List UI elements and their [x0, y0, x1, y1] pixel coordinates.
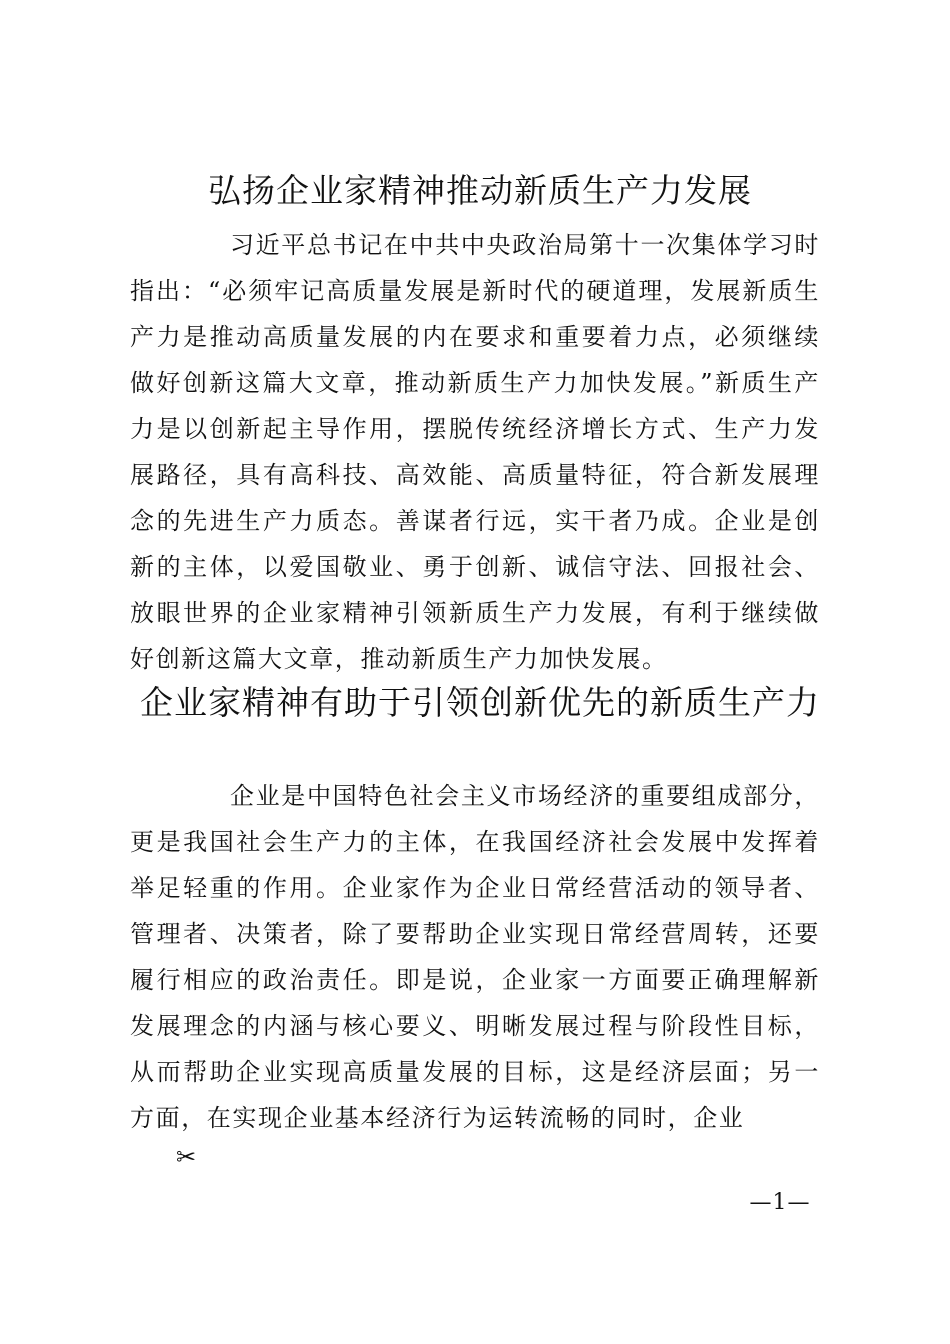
scissors-icon: ✂: [176, 1143, 197, 1171]
page-number: —1—: [749, 1190, 811, 1215]
body-paragraph-1: 习近平总书记在中共中央政治局第十一次集体学习时指出：“必须牢记高质量发展是新时代的硬道理，发展新质生产力是推动高质量发展的内在要求和重要着力点，必须继续做好创新这篇大文章，推动新质生产力加快发展。”新质生产力是以创新起主导作用，摆脱传统经济增长方式、生产力发展路径，具有高科技、高效能、高质量特征，符合新发展理念的先进生产力质态。善谋者行远，实干者乃成。企业是创新的主体，以爱国敬业、勇于创新、诚信守法、回报社会、放眼世界的企业家精神引领新质生产力发展，有利于继续做好创新这篇大文章，推动新质生产力加快发展。: [130, 231, 820, 673]
section-heading: 企业家精神有助于引领创新优先的新质生产力: [140, 683, 820, 722]
body-paragraph-2: 企业是中国特色社会主义市场经济的重要组成部分，更是我国社会生产力的主体，在我国经济社会发展中发挥着举足轻重的作用。企业家作为企业日常经营活动的领导者、管理者、决策者，除了要帮助企业实现日常经营周转，还要履行相应的政治责任。即是说，企业家一方面要正确理解新发展理念的内涵与核心要义、明晰发展过程与阶段性目标，从而帮助企业实现高质量发展的目标，这是经济层面；另一方面，在实现企业基本经济行为运转流畅的同时，企业: [130, 782, 820, 1132]
document-title: 弘扬企业家精神推动新质生产力发展: [208, 171, 752, 210]
